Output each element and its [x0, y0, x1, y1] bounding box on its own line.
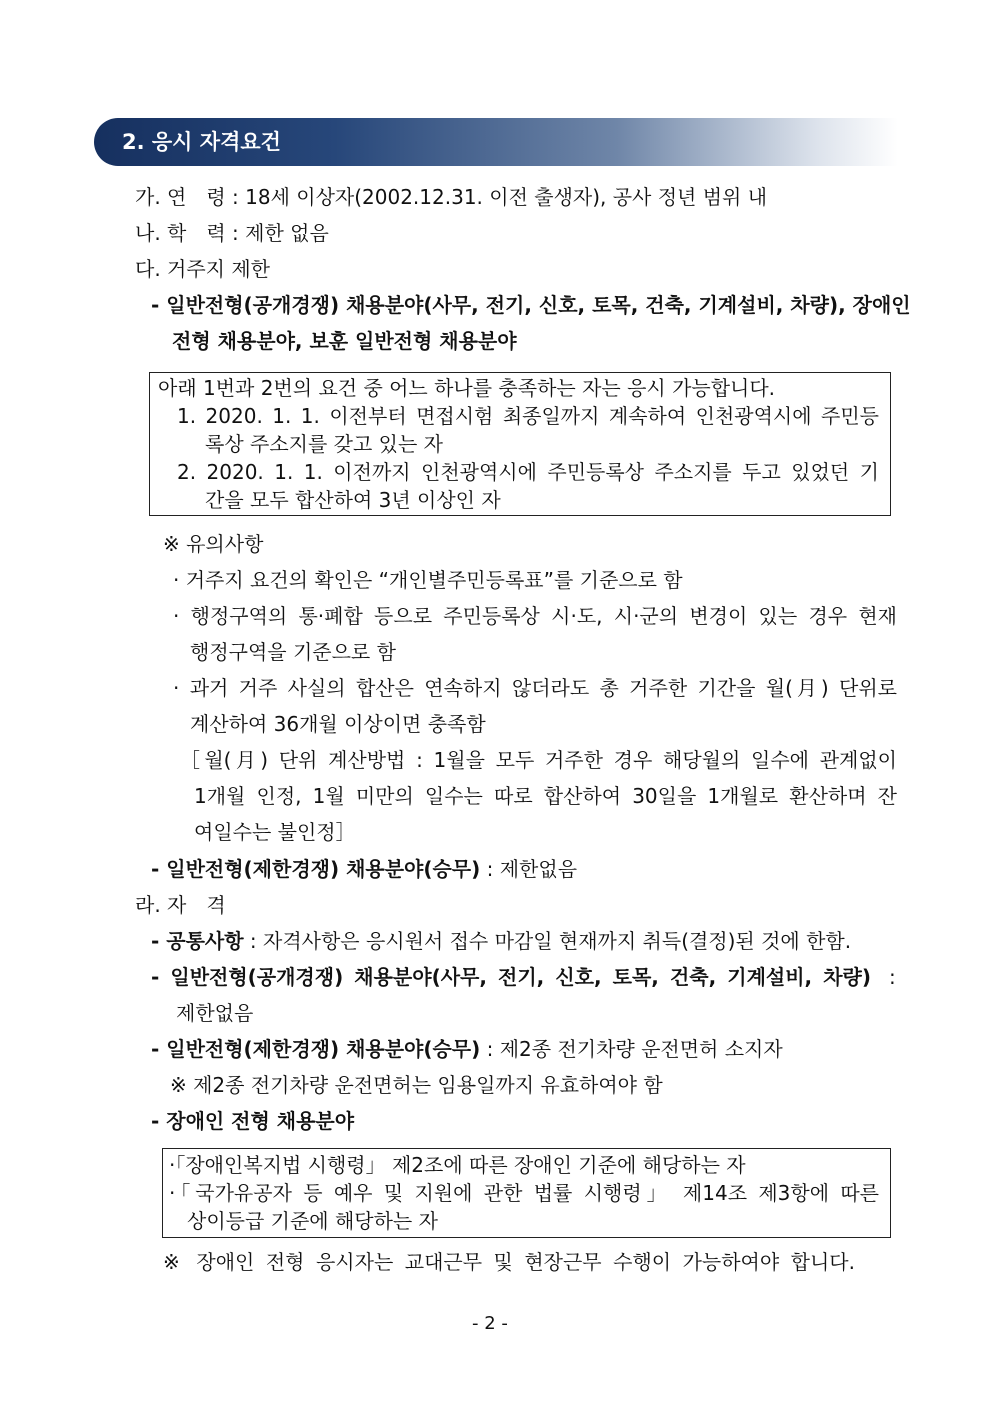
license-validity-note: ※ 제2종 전기차량 운전면허는 임용일까지 유효하여야 함	[170, 1073, 663, 1097]
residence-conditions-box	[149, 372, 891, 516]
notes-heading: ※ 유의사항	[163, 532, 264, 556]
note-3-line2: 계산하여 36개월 이상이면 충족함	[190, 712, 486, 736]
disabled-criteria-2-line2: 상이등급 기준에 해당하는 자	[187, 1209, 438, 1233]
residence-box-intro: 아래 1번과 2번의 요건 중 어느 하나를 충족하는 자는 응시 가능합니다.	[158, 376, 776, 400]
qualification-heading: 라. 자 격	[135, 893, 226, 917]
calc-method-line3: 여일수는 불인정］	[194, 820, 356, 844]
note-2-line1: · 행정구역의 통·폐합 등으로 주민등록상 시·도, 시·군의 변경이 있는 경우 현재	[173, 604, 897, 628]
residence-driver-label: - 일반전형(제한경쟁) 채용분야(승무)	[151, 857, 481, 881]
section-title: 2. 응시 자격요건	[122, 130, 281, 154]
disabled-criteria-1: ·「장애인복지법 시행령」 제2조에 따른 장애인 기준에 해당하는 자	[169, 1153, 746, 1177]
residence-condition-2-line2: 간을 모두 합산하여 3년 이상인 자	[205, 488, 501, 512]
page-number: - 2 -	[472, 1313, 508, 1334]
open-competition-label: - 일반전형(공개경쟁) 채용분야(사무, 전기, 신호, 토목, 건축, 기계설비, 차량)	[151, 965, 871, 989]
residence-heading: 다. 거주지 제한	[135, 257, 270, 281]
education-requirement	[135, 219, 329, 247]
age-requirement	[135, 183, 767, 211]
education-marker: 나. 학 력 :	[135, 221, 239, 245]
final-note: ※ 장애인 전형 응시자는 교대근무 및 현장근무 수행이 가능하여야 합니다.	[163, 1250, 855, 1274]
residence-driver-scope	[151, 855, 577, 883]
section-banner	[94, 118, 898, 166]
age-marker: 가. 연 령 :	[135, 185, 239, 209]
residence-condition-1-line2: 록상 주소지를 갖고 있는 자	[205, 432, 443, 456]
residence-condition-2-line1: 2. 2020. 1. 1. 이전까지 인천광역시에 주민등록상 주소지를 두고 있었던 기	[177, 460, 879, 484]
limited-competition	[151, 1035, 783, 1063]
disabled-criteria-2-line1: ·「국가유공자 등 예우 및 지원에 관한 법률 시행령」 제14조 제3항에 따른	[169, 1181, 879, 1205]
open-competition-colon: :	[889, 965, 896, 989]
limited-competition-value: : 제2종 전기차량 운전면허 소지자	[486, 1037, 783, 1061]
note-2-line2: 행정구역을 기준으로 함	[190, 640, 396, 664]
common-text: : 자격사항은 응시원서 접수 마감일 현재까지 취득(결정)된 것에 한함.	[249, 929, 852, 953]
residence-condition-1-line1: 1. 2020. 1. 1. 이전부터 면접시험 최종일까지 계속하여 인천광역시에 주민등	[177, 404, 879, 428]
note-3-line1: · 과거 거주 사실의 합산은 연속하지 않더라도 총 거주한 기간을 월(月) 단위로	[173, 676, 897, 700]
disabled-track-heading: - 장애인 전형 채용분야	[151, 1109, 355, 1133]
open-competition-value: 제한없음	[176, 1001, 254, 1025]
residence-scope-line1: - 일반전형(공개경쟁) 채용분야(사무, 전기, 신호, 토목, 건축, 기계설비, 차량), 장애인	[151, 293, 911, 317]
residence-driver-value: : 제한없음	[486, 857, 578, 881]
limited-competition-label: - 일반전형(제한경쟁) 채용분야(승무)	[151, 1037, 481, 1061]
education-text: 제한 없음	[245, 221, 329, 245]
residence-scope-line2: 전형 채용분야, 보훈 일반전형 채용분야	[172, 329, 517, 353]
common-label: - 공통사항	[151, 929, 244, 953]
note-1: · 거주지 요건의 확인은 “개인별주민등록표”를 기준으로 함	[173, 568, 683, 592]
age-text: 18세 이상자(2002.12.31. 이전 출생자), 공사 정년 범위 내	[245, 185, 768, 209]
calc-method-line2: 1개월 인정, 1월 미만의 일수는 따로 합산하여 30일을 1개월로 환산하며 잔	[194, 784, 897, 808]
disabled-criteria-box	[162, 1148, 891, 1238]
calc-method-line1: ［월(月) 단위 계산방법 : 1월을 모두 거주한 경우 해당월의 일수에 관계없이	[180, 748, 897, 772]
common-requirement	[151, 927, 851, 955]
